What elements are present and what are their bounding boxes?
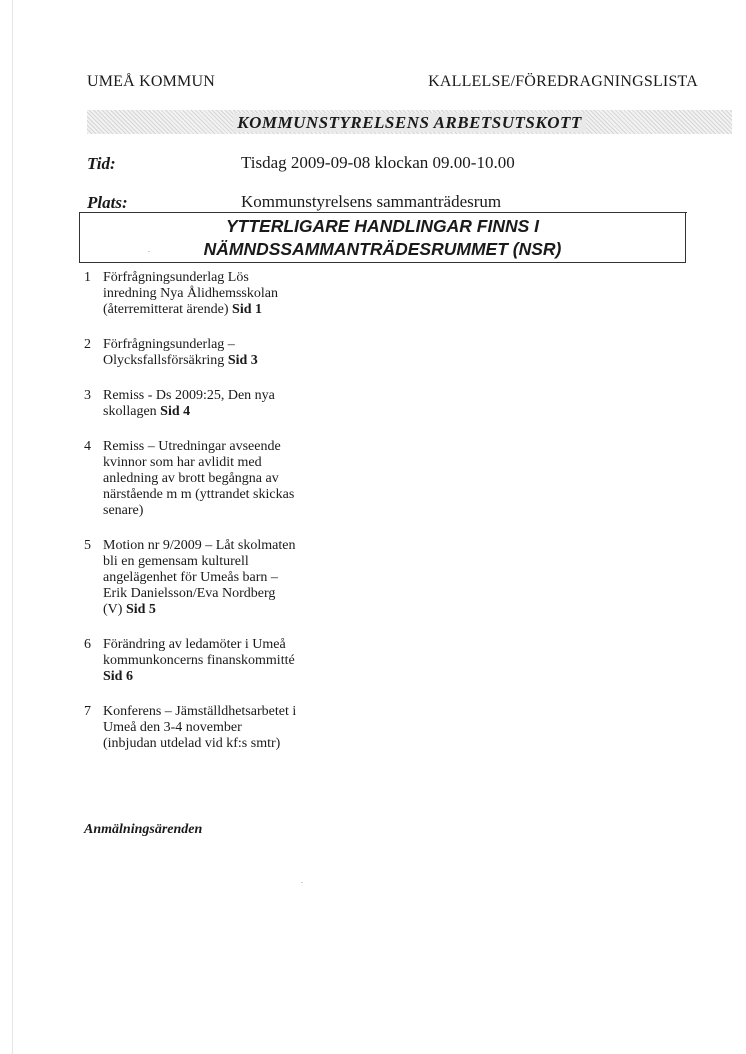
agenda-item-text: Förändring av ledamöter i Umeå kommunkoncerns finanskommitté — [103, 637, 295, 668]
page-edge-line — [12, 0, 13, 1054]
agenda-item-text: Remiss – Utredningar avseende kvinnor som har avlidit med anledning av brott begångna av närstående m m (yttrandet skickas senare) — [103, 439, 295, 518]
committee-banner — [87, 110, 732, 134]
committee-title: KOMMUNSTYRELSENS ARBETSUTSKOTT — [233, 113, 586, 132]
scan-speck — [301, 882, 303, 883]
agenda-item-page-ref: Sid 3 — [227, 353, 258, 368]
agenda-item-page-ref: Sid 4 — [160, 404, 191, 419]
document-type: KALLELSE/FÖREDRAGNINGSLISTA — [428, 73, 698, 90]
notice-line-2: NÄMNDSSAMMANTRÄDESRUMMET (NSR) — [203, 239, 562, 259]
agenda-item-number: 1 — [84, 270, 91, 285]
agenda-item — [84, 704, 344, 752]
agenda-item — [84, 337, 344, 369]
agenda-item — [84, 388, 344, 420]
agenda-item — [84, 270, 344, 318]
place-value: Kommunstyrelsens sammanträdesrum — [241, 192, 502, 211]
agenda-item-number: 5 — [84, 538, 91, 553]
org-name: UMEÅ KOMMUN — [87, 73, 215, 90]
agenda-item-number: 6 — [84, 637, 91, 652]
notice-line-1: YTTERLIGARE HANDLINGAR FINNS I — [225, 216, 540, 236]
agenda-item-text: Remiss - Ds 2009:25, Den nya skollagen — [103, 388, 275, 419]
agenda-item-number: 2 — [84, 337, 91, 352]
notice-box — [79, 212, 686, 263]
place-label: Plats: — [87, 193, 128, 212]
agenda-item-page-ref: Sid 6 — [103, 669, 133, 684]
agenda-item — [84, 637, 344, 685]
agenda-list — [84, 270, 344, 771]
agenda-item-number: 4 — [84, 439, 91, 454]
agenda-item-number: 3 — [84, 388, 91, 403]
agenda-item — [84, 439, 344, 519]
scan-speck — [148, 251, 150, 252]
notifications-heading: Anmälningsärenden — [84, 822, 203, 837]
agenda-item-text: Konferens – Jämställdhetsarbetet i Umeå den 3-4 november (inbjudan utdelad vid kf:s smtr) — [103, 704, 297, 751]
agenda-item — [84, 538, 344, 618]
agenda-item-number: 7 — [84, 704, 91, 719]
agenda-item-page-ref: Sid 1 — [232, 302, 262, 317]
agenda-item-text: Förfrågningsunderlag Lös inredning Nya Ålidhemsskolan (återremitterat ärende) — [103, 270, 278, 317]
agenda-item-text: Motion nr 9/2009 – Låt skolmaten bli en gemensam kulturell angelägenhet för Umeås barn – Erik Danielsson/Eva Nordberg (V) — [103, 538, 296, 617]
time-label: Tid: — [87, 154, 116, 173]
time-value: Tisdag 2009-09-08 klockan 09.00-10.00 — [241, 153, 515, 172]
agenda-item-page-ref: Sid 5 — [125, 602, 156, 617]
agenda-item-text: Förfrågningsunderlag – Olycksfallsförsäkring — [103, 337, 235, 368]
